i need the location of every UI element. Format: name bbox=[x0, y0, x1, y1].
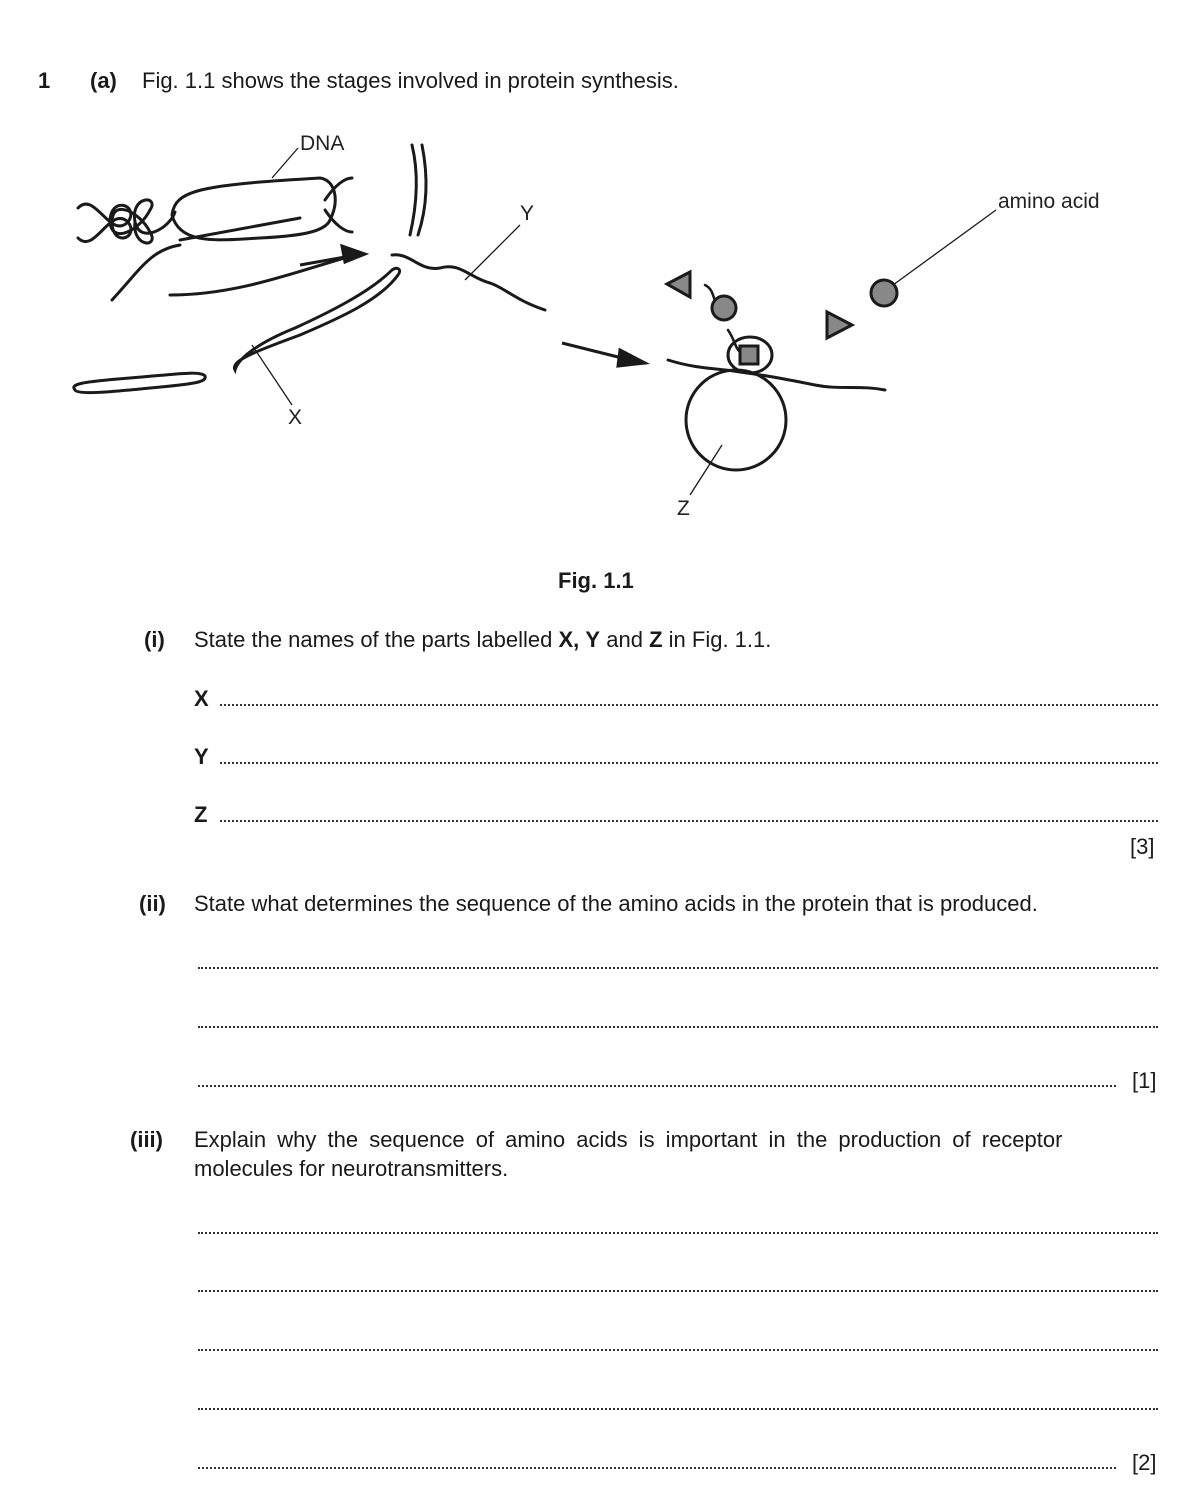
dna-leader bbox=[272, 148, 298, 178]
answer-x-label: X bbox=[194, 686, 209, 711]
dna-strand-lower bbox=[112, 245, 180, 300]
dna-label: DNA bbox=[300, 132, 345, 155]
z-label: Z bbox=[677, 497, 690, 520]
answer-ii-line-2[interactable] bbox=[198, 1026, 1158, 1028]
answer-iii-line-4[interactable] bbox=[198, 1408, 1158, 1410]
sub-ii-prompt: State what determines the sequence of the amino acids in the protein that is produced. bbox=[194, 891, 1038, 916]
amino-acid-circle bbox=[871, 280, 897, 306]
y-label: Y bbox=[520, 202, 535, 225]
vertical-strand bbox=[410, 145, 426, 235]
anticodon-square bbox=[740, 346, 758, 364]
amino-acid-label: amino acid bbox=[998, 190, 1100, 213]
x-label: X bbox=[288, 406, 303, 429]
ribosome-z bbox=[686, 370, 786, 470]
protein-synthesis-diagram bbox=[0, 120, 1200, 540]
answer-iii-line-2[interactable] bbox=[198, 1290, 1158, 1292]
arrow-head-2 bbox=[618, 350, 645, 366]
marks-i: [3] bbox=[1130, 834, 1155, 859]
answer-z-line[interactable] bbox=[220, 820, 1158, 822]
sub-i-number: (i) bbox=[144, 627, 165, 652]
arrow-head-1 bbox=[342, 246, 365, 262]
dna-helix-left bbox=[78, 200, 175, 234]
amino-acid-leader bbox=[893, 210, 996, 285]
answer-z-label: Z bbox=[194, 802, 208, 827]
sub-ii-number: (ii) bbox=[139, 891, 166, 916]
y-leader bbox=[465, 225, 520, 280]
marks-iii: [2] bbox=[1132, 1450, 1157, 1475]
answer-ii-line-3[interactable] bbox=[198, 1085, 1116, 1087]
figure-caption: Fig. 1.1 bbox=[558, 568, 634, 593]
marks-ii: [1] bbox=[1132, 1068, 1157, 1093]
sub-i-prompt: State the names of the parts labelled X, Y and Z in Fig. 1.1. bbox=[194, 627, 772, 652]
question-intro: Fig. 1.1 shows the stages involved in protein synthesis. bbox=[142, 68, 679, 93]
x-strand-left bbox=[74, 373, 205, 392]
answer-iii-line-1[interactable] bbox=[198, 1232, 1158, 1234]
x-leader bbox=[252, 345, 292, 405]
answer-y-line[interactable] bbox=[220, 762, 1158, 764]
answer-x-line[interactable] bbox=[220, 704, 1158, 706]
sub-iii-number: (iii) bbox=[130, 1127, 163, 1152]
question-part: (a) bbox=[90, 68, 117, 93]
amino-acid-circle-trna bbox=[712, 296, 736, 320]
answer-iii-line-3[interactable] bbox=[198, 1349, 1158, 1351]
answer-y-label: Y bbox=[194, 744, 209, 769]
answer-iii-line-5[interactable] bbox=[198, 1467, 1116, 1469]
z-leader bbox=[690, 445, 722, 495]
amino-acid-triangle-right bbox=[827, 312, 852, 338]
question-number: 1 bbox=[38, 68, 51, 93]
answer-ii-line-1[interactable] bbox=[198, 967, 1158, 969]
sub-iii-prompt-line1: Explain why the sequence of amino acids is important in the production of receptor bbox=[194, 1127, 1063, 1152]
y-mrna bbox=[392, 255, 545, 310]
sub-iii-prompt-line2: molecules for neurotransmitters. bbox=[194, 1156, 509, 1181]
amino-acid-triangle-left bbox=[667, 272, 690, 297]
dna-unwound-region bbox=[172, 178, 335, 240]
